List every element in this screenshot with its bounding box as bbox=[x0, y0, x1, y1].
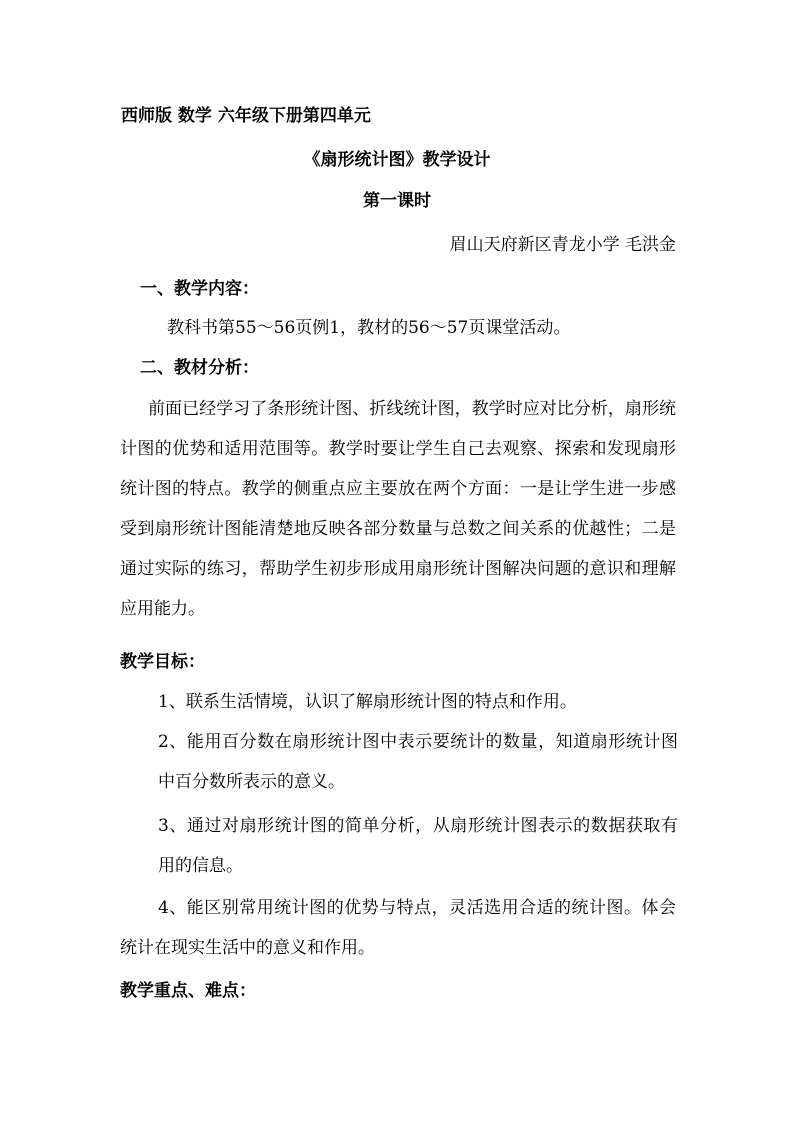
goal-item-3: 3、通过对扇形统计图的简单分析，从扇形统计图表示的数据获取有用的信息。 bbox=[158, 816, 678, 876]
goal-item-1: 1、联系生活情境，认识了解扇形统计图的特点和作用。 bbox=[158, 692, 577, 712]
lesson-label: 第一课时 bbox=[363, 191, 431, 211]
analysis-paragraph: 前面已经学习了条形统计图、折线统计图，教学时应对比分析，扇形统计图的优势和适用范围等。教学时要让学生自己去观察、探索和发现扇形统计图的特点。教学的侧重点应主要放在两个方面：一是让学生进一步感受到扇形统计图能清楚地反映各部分数量与总数之间关系的优越性；二是通过实际的练习，帮助学生初步形成用扇形统计图解决问题的意识和理解应用能力。 bbox=[120, 399, 676, 619]
author-line: 眉山天府新区青龙小学 毛洪金 bbox=[449, 235, 676, 255]
content-text: 教科书第55～56页例1，教材的56～57页课堂活动。 bbox=[167, 318, 571, 338]
section-heading-analysis: 二、教材分析： bbox=[140, 358, 259, 378]
section-heading-content: 一、教学内容： bbox=[140, 279, 259, 299]
document-title: 《扇形统计图》教学设计 bbox=[303, 150, 491, 170]
section-heading-keypoints: 教学重点、难点： bbox=[120, 981, 256, 1001]
series-heading: 西师版 数学 六年级下册第四单元 bbox=[121, 106, 371, 126]
goal-item-2: 2、能用百分数在扇形统计图中表示要统计的数量，知道扇形统计图中百分数所表示的意义。 bbox=[158, 732, 678, 792]
goal-item-4: 4、能区别常用统计图的优势与特点，灵活选用合适的统计图。体会统计在现实生活中的意义和作用。 bbox=[120, 898, 676, 958]
section-heading-goals: 教学目标： bbox=[120, 652, 205, 672]
